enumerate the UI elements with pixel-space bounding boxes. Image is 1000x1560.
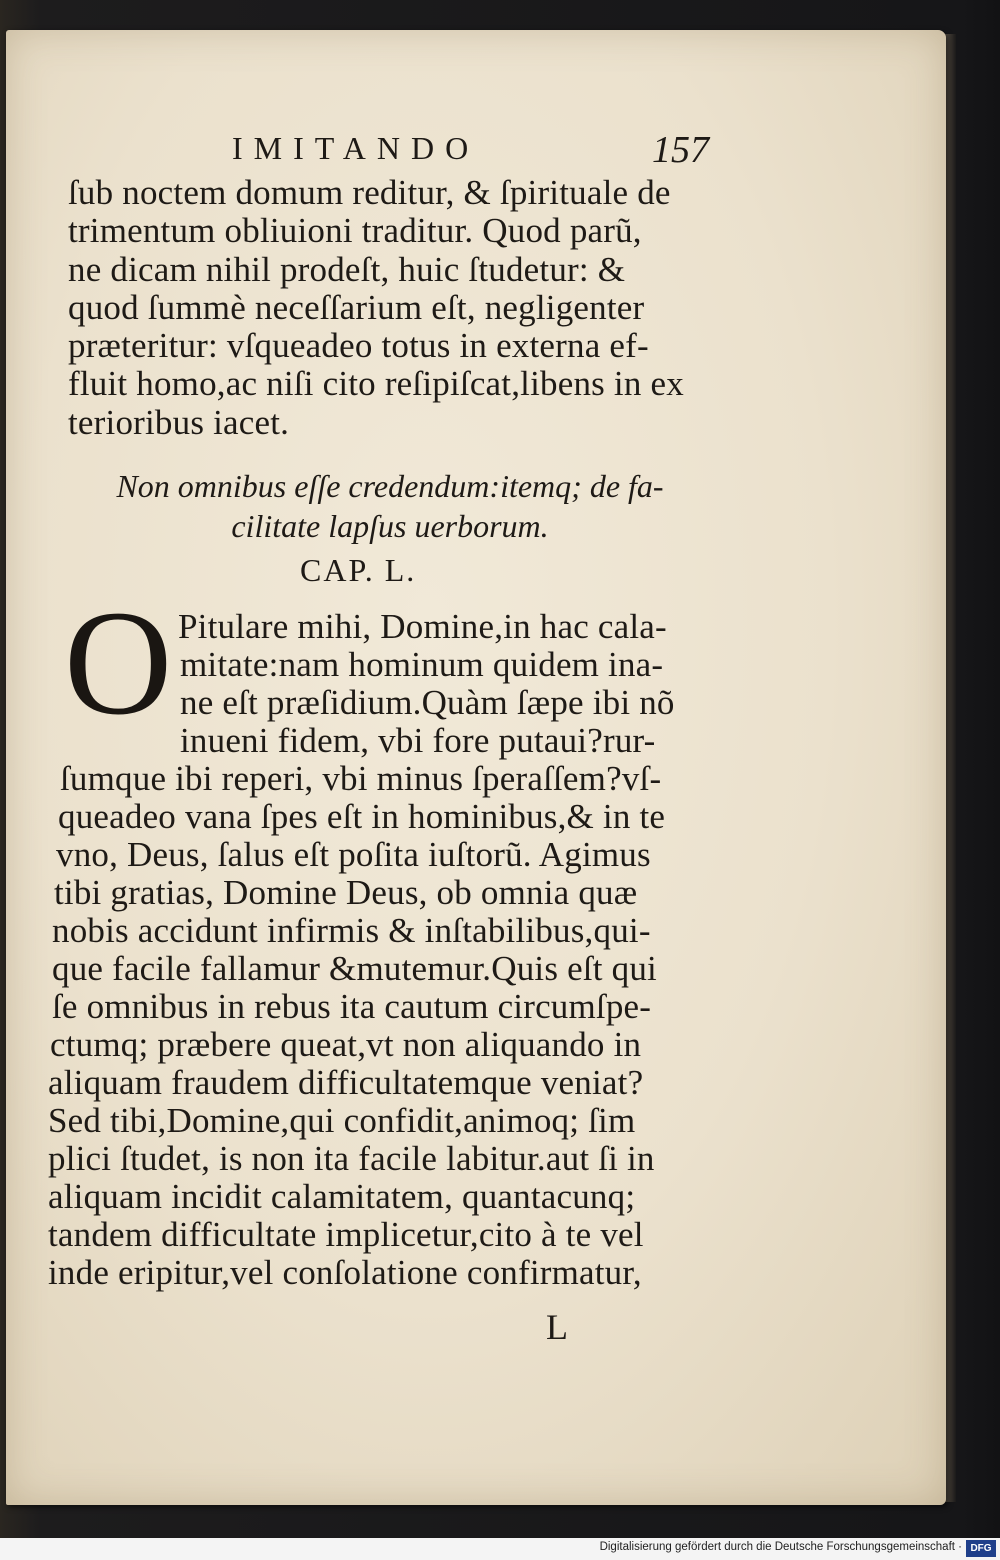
text-line: fluit homo,ac niſi cito reſipiſcat,libens in ex [68, 364, 684, 404]
text-line: præteritur: vſqueadeo totus in externa ef- [68, 326, 649, 366]
text-line: que facile fallamur &mutemur.Quis eſt qui [52, 949, 657, 988]
text-line: vno, Deus, ſalus eſt poſita iuſtorũ. Agimus [56, 835, 651, 874]
text-line: plici ſtudet, is non ita facile labitur.aut ſi in [48, 1139, 655, 1178]
text-line: aliquam incidit calamitatem, quantacunq; [48, 1177, 636, 1216]
text-line: trimentum obliuioni traditur. Quod parũ, [68, 211, 642, 251]
text-line: tandem difficultate implicetur,cito à te vel [48, 1215, 644, 1254]
text-line: inde eripitur,vel conſolatione confirmatur, [48, 1253, 642, 1292]
text-line: ſumque ibi reperi, vbi minus ſperaſſem?vſ- [60, 759, 662, 798]
footer-bar [0, 1538, 1000, 1560]
text-line: ne eſt præſidium.Quàm ſæpe ibi nõ [180, 683, 675, 722]
paragraph-2 [48, 608, 675, 1292]
section-heading [60, 466, 720, 546]
text-line: ſub noctem domum reditur, & ſpirituale de [68, 173, 671, 212]
running-title: IMITANDO [232, 130, 480, 166]
text-line: queadeo vana ſpes eſt in hominibus,& in te [58, 797, 666, 836]
running-head [232, 130, 712, 170]
funding-credit: Digitalisierung gefördert durch die Deutsche Forschungsgemeinschaft · [599, 1541, 962, 1553]
text-line: Pitulare mihi, Domine,in hac cala- [178, 607, 667, 646]
text-line: Sed tibi,Domine,qui confidit,animoq; ſim [48, 1101, 636, 1140]
text-line: quod ſummè neceſſarium eſt, negligenter [68, 287, 645, 327]
heading-line: cilitate lapſus uerborum. [231, 508, 549, 544]
text-line: mitate:nam hominum quidem ina- [180, 645, 664, 684]
paragraph-1 [68, 174, 684, 442]
text-line: tibi gratias, Domine Deus, ob omnia quæ [54, 873, 638, 912]
heading-line: Non omnibus eſſe credendum:itemq; de fa- [116, 468, 664, 504]
text-line: nobis accidunt infirmis & inſtabilibus,qui- [52, 911, 651, 950]
page-number: 157 [652, 129, 709, 171]
signature-mark: L [546, 1307, 568, 1347]
text-line: ctumq; præbere queat,vt non aliquando in [50, 1025, 642, 1064]
text-line: ne dicam nihil prodeſt, huic ſtudetur: & [68, 249, 626, 289]
dfg-logo: DFG [966, 1540, 996, 1557]
text-line: ſe omnibus in rebus ita cautum circumſpe- [52, 987, 652, 1026]
text-line: inueni fidem, vbi fore putaui?rur- [180, 721, 656, 760]
text-line: aliquam fraudem difficultatemque veniat? [48, 1063, 644, 1102]
drop-initial: O [64, 580, 173, 746]
text-line: terioribus iacet. [68, 402, 290, 442]
chapter-label: CAP. L. [300, 552, 417, 588]
